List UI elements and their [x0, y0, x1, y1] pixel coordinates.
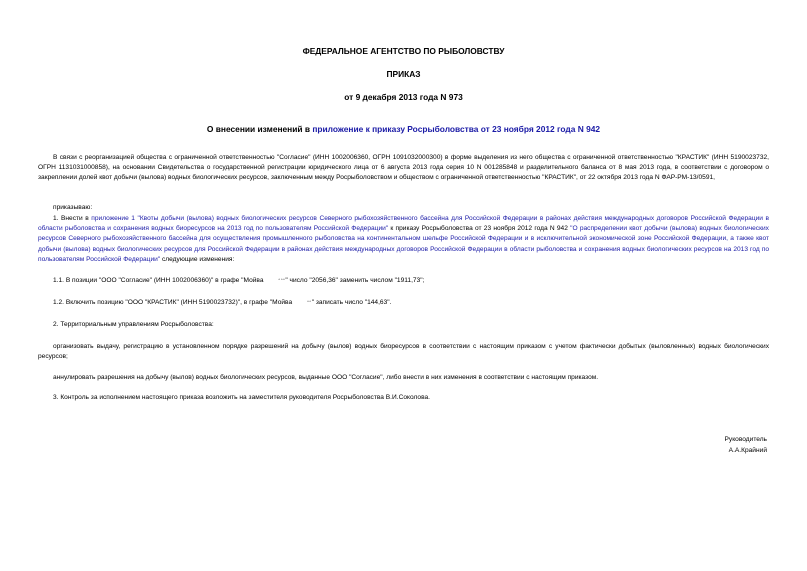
item-1-paragraph	[38, 214, 769, 265]
item-1-mid: к приказу Росрыболовства от 23 ноября 2012 года N 942	[388, 225, 571, 233]
item-3-paragraph: 3. Контроль за исполнением настоящего приказа возложить на заместителя руководителя Росрыболовства В.И.Соколова.	[53, 394, 430, 401]
item-1-2-text-b: " записать число "144,63".	[311, 299, 392, 306]
doc-title-prefix: О внесении изменений в	[206, 124, 313, 134]
order-word: приказываю:	[53, 204, 93, 211]
item-1-2-text-a: 1.2. Включить позицию "ООО "КРАСТИК" (ИНН 5190023732)", в графе "Мойва	[53, 299, 293, 306]
doc-type-heading: ПРИКАЗ	[386, 69, 421, 79]
item-1-2-paragraph	[38, 297, 769, 308]
signature-position: Руководитель	[724, 436, 767, 443]
item-2-a-paragraph: организовать выдачу, регистрацию в установленном порядке разрешений на добычу (вылов) водных биоресурсов в соответствии с настоящим приказом с учетом фактически добытых (выловленных) водных биологических ресурсов;	[38, 343, 769, 361]
doc-title	[0, 124, 807, 134]
appendix-1-link[interactable]: приложение 1 "Квоты добычи (вылова) водных биологических ресурсов Северного рыбохозяйственного бассейна для Российской Федерации в районах действия международных договоров Российской Федерации в области рыболовства и сохранения водных биоресурсов на 2013 год по пользователям Российской Федерации"	[38, 215, 769, 233]
doc-date-number: от 9 декабря 2013 года N 973	[344, 92, 463, 102]
footnote-marker-icon: ▫▫	[307, 299, 312, 305]
item-1-suffix: следующие изменения:	[160, 255, 235, 263]
agency-heading: ФЕДЕРАЛЬНОЕ АГЕНТСТВО ПО РЫБОЛОВСТВУ	[302, 46, 505, 56]
footnote-marker-icon: ▫▫▫	[278, 277, 286, 283]
item-2-paragraph: 2. Территориальным управлениям Росрыболовства:	[53, 321, 214, 328]
preamble-paragraph: В связи с реорганизацией общества с ограниченной ответственностью "Согласие" (ИНН 1002006360, ОГРН 1091032000300) в форме выделения из него общества с ограниченной ответственностью "КРАСТИК" (ИНН 5190023732, ОГРН 1131031000858), на основании Свидетельства о государственной регистрации юридического лица от 6 августа 2013 года серия 10 N 001285848 и разделительного баланса от 8 мая 2013 года, в соответствии с договором о закреплении долей квот добычи (вылова) водных биологических ресурсов, заключенным между Росрыболовством и обществом с ограниченной ответственностью "КРАСТИК", от 22 октября 2013 года N ФАР-РМ-13/0591,	[38, 154, 769, 182]
item-1-1-text-b: " число "2056,36" заменить числом "1911,73";	[285, 277, 425, 284]
signature-name: А.А.Крайний	[728, 447, 767, 454]
item-1-prefix: 1. Внести в	[53, 215, 92, 222]
order-942-link[interactable]: "О распределении квот добычи (вылова) водных биологических ресурсов Северного рыбохозяйственного бассейна для осуществления промышленного рыболовства на континентальном шельфе Российской Федерации и в исключительной экономической зоне Российской Федерации, а также квот добычи (вылова) водных биологических ресурсов для Российской Федерации в районах действия международных договоров Российской Федерации в области рыболовства и сохранения водных биологических ресурсов на 2013 год по пользователям Российской Федерации"	[38, 225, 769, 263]
doc-title-link[interactable]: приложение к приказу Росрыболовства от 23 ноября 2012 года N 942	[312, 124, 601, 134]
item-1-1-text-a: 1.1. В позиции "ООО "Согласие" (ИНН 1002006360)" в графе "Мойва	[53, 277, 264, 284]
item-2-b-paragraph: аннулировать разрешения на добычу (вылов) водных биологических ресурсов, выданные ООО "Согласие", либо внести в них изменения в соответствии с настоящим приказом.	[53, 374, 599, 381]
item-1-1-paragraph	[38, 275, 769, 286]
